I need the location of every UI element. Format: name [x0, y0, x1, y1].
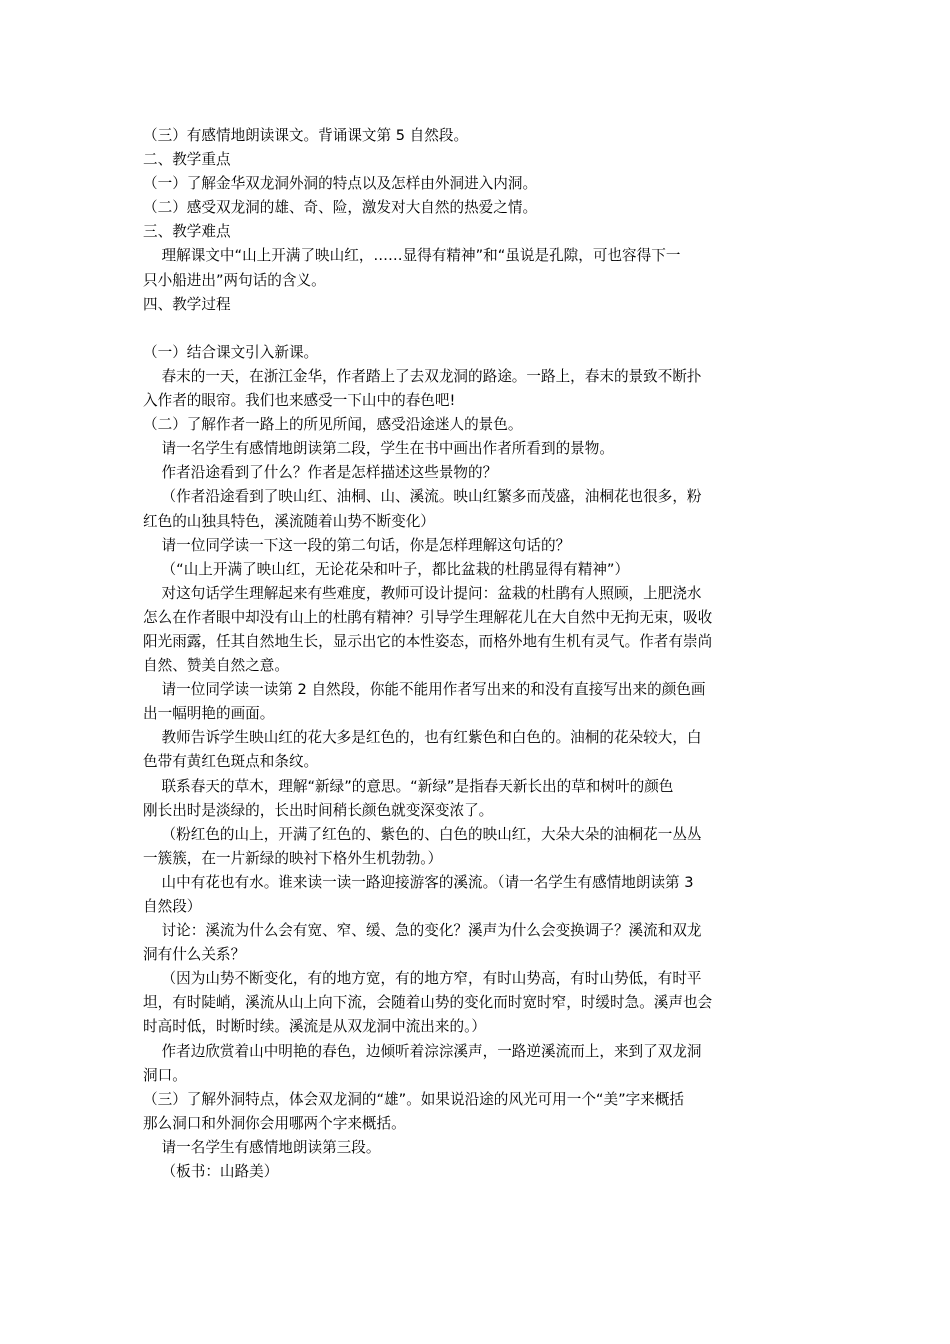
text-line: （三）有感情地朗读课文。背诵课文第 5 自然段。	[143, 127, 469, 144]
text-line: 洞口。	[143, 1066, 187, 1084]
text-line: 只小船进出”两句话的含义。	[143, 271, 326, 289]
text-line: 请一名学生有感情地朗读第二段，学生在书中画出作者所看到的景物。	[143, 440, 614, 458]
text-line: （粉红色的山上，开满了红色的、紫色的、白色的映山红，大朵大朵的油桐花一丛丛	[143, 825, 702, 843]
text-line: 三、教学难点	[143, 223, 231, 241]
text-line: 自然段）	[143, 898, 202, 915]
text-line: 一簇簇，在一片新绿的映衬下格外生机勃勃。）	[143, 849, 443, 867]
text-line: 请一位同学读一下这一段的第二句话，你是怎样理解这句话的？	[143, 536, 571, 554]
text-line: 理解课文中“山上开满了映山红，……显得有精神”和“虽说是孔隙，可也容得下一	[143, 247, 681, 265]
text-line: （“山上开满了映山红，无论花朵和叶子，都比盆栽的杜鹃显得有精神”）	[143, 560, 630, 578]
text-line: （一）结合课文引入新课。	[143, 343, 319, 361]
text-line: 春末的一天，在浙江金华，作者踏上了去双龙洞的路途。一路上，春末的景致不断扑	[143, 367, 702, 385]
text-line: 四、教学过程	[143, 295, 231, 313]
blank-line	[143, 317, 811, 341]
text-line: 色带有黄红色斑点和条纹。	[143, 753, 319, 771]
text-line: 山中有花也有水。谁来读一读一路迎接游客的溪流。（请一名学生有感情地朗读第 3	[143, 873, 694, 891]
text-line: 入作者的眼帘。我们也来感受一下山中的春色吧!	[143, 392, 456, 410]
document-body	[143, 124, 811, 1184]
text-line: 怎么在作者眼中却没有山上的杜鹃有精神？引导学生理解花儿在大自然中无拘无束，吸收	[143, 608, 713, 626]
text-line: 时高时低，时断时续。溪流是从双龙洞中流出来的。）	[143, 1018, 486, 1036]
text-line: （一）了解金华双龙洞外洞的特点以及怎样由外洞进入内洞。	[143, 175, 538, 193]
text-line: 洞有什么关系？	[143, 946, 246, 964]
text-line: （作者沿途看到了映山红、油桐、山、溪流。映山红繁多而茂盛，油桐花也很多，粉	[143, 488, 702, 506]
text-line: 那么洞口和外洞你会用哪两个字来概括。	[143, 1114, 406, 1132]
text-line: 对这句话学生理解起来有些难度，教师可设计提问：盆栽的杜鹃有人照顾，上肥浇水	[143, 584, 702, 602]
text-line: 阳光雨露，任其自然地生长，显示出它的本性姿态，而格外地有生机有灵气。作者有崇尚	[143, 632, 713, 650]
text-line: 作者沿途看到了什么？作者是怎样描述这些景物的？	[143, 464, 498, 482]
text-line: 坦，有时陡峭，溪流从山上向下流，会随着山势的变化而时宽时窄，时缓时急。溪声也会	[143, 994, 713, 1012]
text-line: 请一名学生有感情地朗读第三段。	[143, 1138, 381, 1156]
text-line: 刚长出时是淡绿的，长出时间稍长颜色就变深变浓了。	[143, 801, 494, 819]
text-line: 自然、赞美自然之意。	[143, 657, 289, 675]
text-line: 作者边欣赏着山中明艳的春色，边倾听着淙淙溪声，一路逆溪流而上，来到了双龙洞	[143, 1042, 702, 1060]
text-line: 讨论：溪流为什么会有宽、窄、缓、急的变化？溪声为什么会变换调子？溪流和双龙	[143, 922, 702, 940]
text-line: 红色的山独具特色，溪流随着山势不断变化）	[143, 512, 435, 530]
text-line: （板书：山路美）	[143, 1163, 279, 1181]
text-line: 出一幅明艳的画面。	[143, 705, 275, 723]
text-line: （二）感受双龙洞的雄、奇、险，激发对大自然的热爱之情。	[143, 199, 538, 217]
text-line: 教师告诉学生映山红的花大多是红色的，也有红紫色和白色的。油桐的花朵较大，白	[143, 729, 702, 747]
text-line: （三）了解外洞特点，体会双龙洞的“雄”。如果说沿途的风光可用一个“美”字来概括	[143, 1090, 685, 1108]
text-line: （因为山势不断变化，有的地方宽，有的地方窄，有时山势高，有时山势低，有时平	[143, 970, 702, 988]
text-line: 请一位同学读一读第 2 自然段，你能不能用作者写出来的和没有直接写出来的颜色画	[143, 681, 706, 699]
text-line: 联系春天的草木，理解“新绿”的意思。“新绿”是指春天新长出的草和树叶的颜色	[143, 777, 674, 795]
text-line: 二、教学重点	[143, 151, 231, 169]
text-line: （二）了解作者一路上的所见所闻，感受沿途迷人的景色。	[143, 416, 523, 434]
